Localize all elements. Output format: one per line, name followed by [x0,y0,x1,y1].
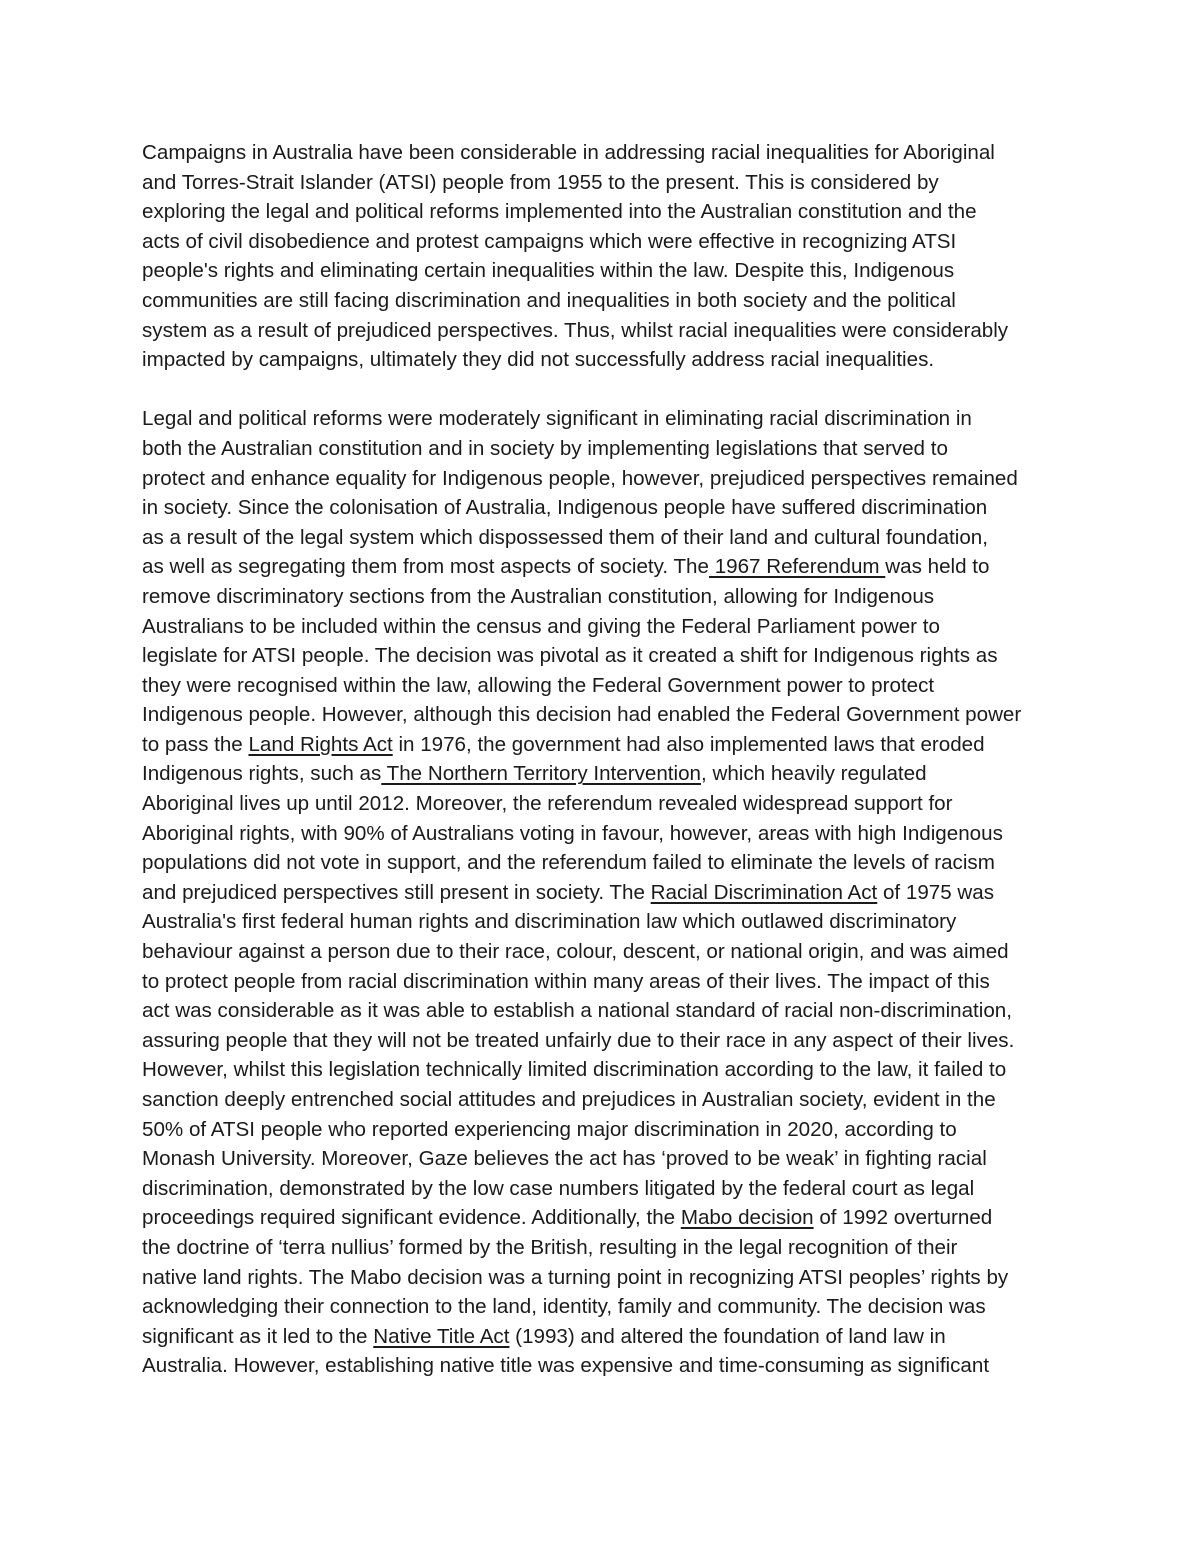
link-racial-discrimination-act[interactable]: Racial Discrimination Act [650,880,878,904]
paragraph-text: of 1975 was Australia's first federal human rights and discrimination law which outlawed discriminatory behaviour against a person due to their race, colour, descent, or national origin, and was aimed to protect people from racial discrimination within many areas of their lives. The impact of this act was considerable as it was able to establish a national standard of racial non-discrimination, assuring people that they will not be treated unfairly due to their race in any aspect of their lives. However, whilst this legislation technically limited discrimination according to the law, it failed to sanction deeply entrenched social attitudes and prejudices in Australian society, evident in the 50% of ATSI people who reported experiencing major discrimination in 2020, according to Monash University. Moreover, Gaze believes the act has ‘proved to be weak’ in fighting racial discrimination, demonstrated by the low case numbers litigated by the federal court as legal proceedings required significant evidence. Additionally, the [142,880,1015,1230]
link-mabo-decision[interactable]: Mabo decision [680,1206,814,1230]
document-body [142,138,1062,1381]
link-land-rights-act[interactable]: Land Rights Act [248,732,393,756]
paragraph-text: , which heavily regulated Aboriginal lives up until 2012. Moreover, the referendum revealed widespread support for Aboriginal rights, with 90% of Australians voting in favour, however, areas with high Indigenous populations did not vote in support, and the referendum failed to eliminate the levels of racism and prejudiced perspectives still present in society. The [142,762,1003,904]
paragraph-legal-reforms [142,404,1062,1381]
paragraph-text: in 1976, the government had also implemented laws that eroded Indigenous rights, such as [142,732,985,786]
paragraph-text: (1993) and altered the foundation of land law in Australia. However, establishing native title was expensive and time-consuming as significant [142,1324,990,1378]
paragraph-intro: Campaigns in Australia have been considerable in addressing racial inequalities for Aboriginal and Torres-Strait Islander (ATSI) people from 1955 to the present. This is considered by exploring the legal and political reforms implemented into the Australian constitution and the acts of civil disobedience and protest campaigns which were effective in recognizing ATSI people's rights and eliminating certain inequalities within the law. Despite this, Indigenous communities are still facing discrimination and inequalities in both society and the political system as a result of prejudiced perspectives. Thus, whilst racial inequalities were considerably impacted by campaigns, ultimately they did not successfully address racial inequalities. [142,141,1009,372]
paragraph-text: of 1992 overturned the doctrine of ‘terra nullius’ formed by the British, resulting in the legal recognition of their native land rights. The Mabo decision was a turning point in recognizing ATSI peoples’ rights by acknowledging their connection to the land, identity, family and community. The decision was significant as it led to the [142,1206,1009,1348]
link-1967-referendum[interactable]: 1967 Referendum [708,555,886,579]
paragraph-text: Legal and political reforms were moderately significant in eliminating racial discrimination in both the Australian constitution and in society by implementing legislations that served to protect and enhance equality for Indigenous people, however, prejudiced perspectives remained in society. Since the colonisation of Australia, Indigenous people have suffered discrimination as a result of the legal system which dispossessed them of their land and cultural foundation, as well as segregating them from most aspects of society. The [142,407,1018,579]
paragraph-text: was held to remove discriminatory sections from the Australian constitution, allowing for Indigenous Australians to be included within the census and giving the Federal Parliament power to legislate for ATSI people. The decision was pivotal as it created a shift for Indigenous rights as they were recognised within the law, allowing the Federal Government power to protect Indigenous people. However, although this decision had enabled the Federal Government power to pass the [142,555,1022,756]
link-northern-territory-intervention[interactable]: The Northern Territory Intervention [381,762,702,786]
link-native-title-act[interactable]: Native Title Act [373,1324,510,1348]
